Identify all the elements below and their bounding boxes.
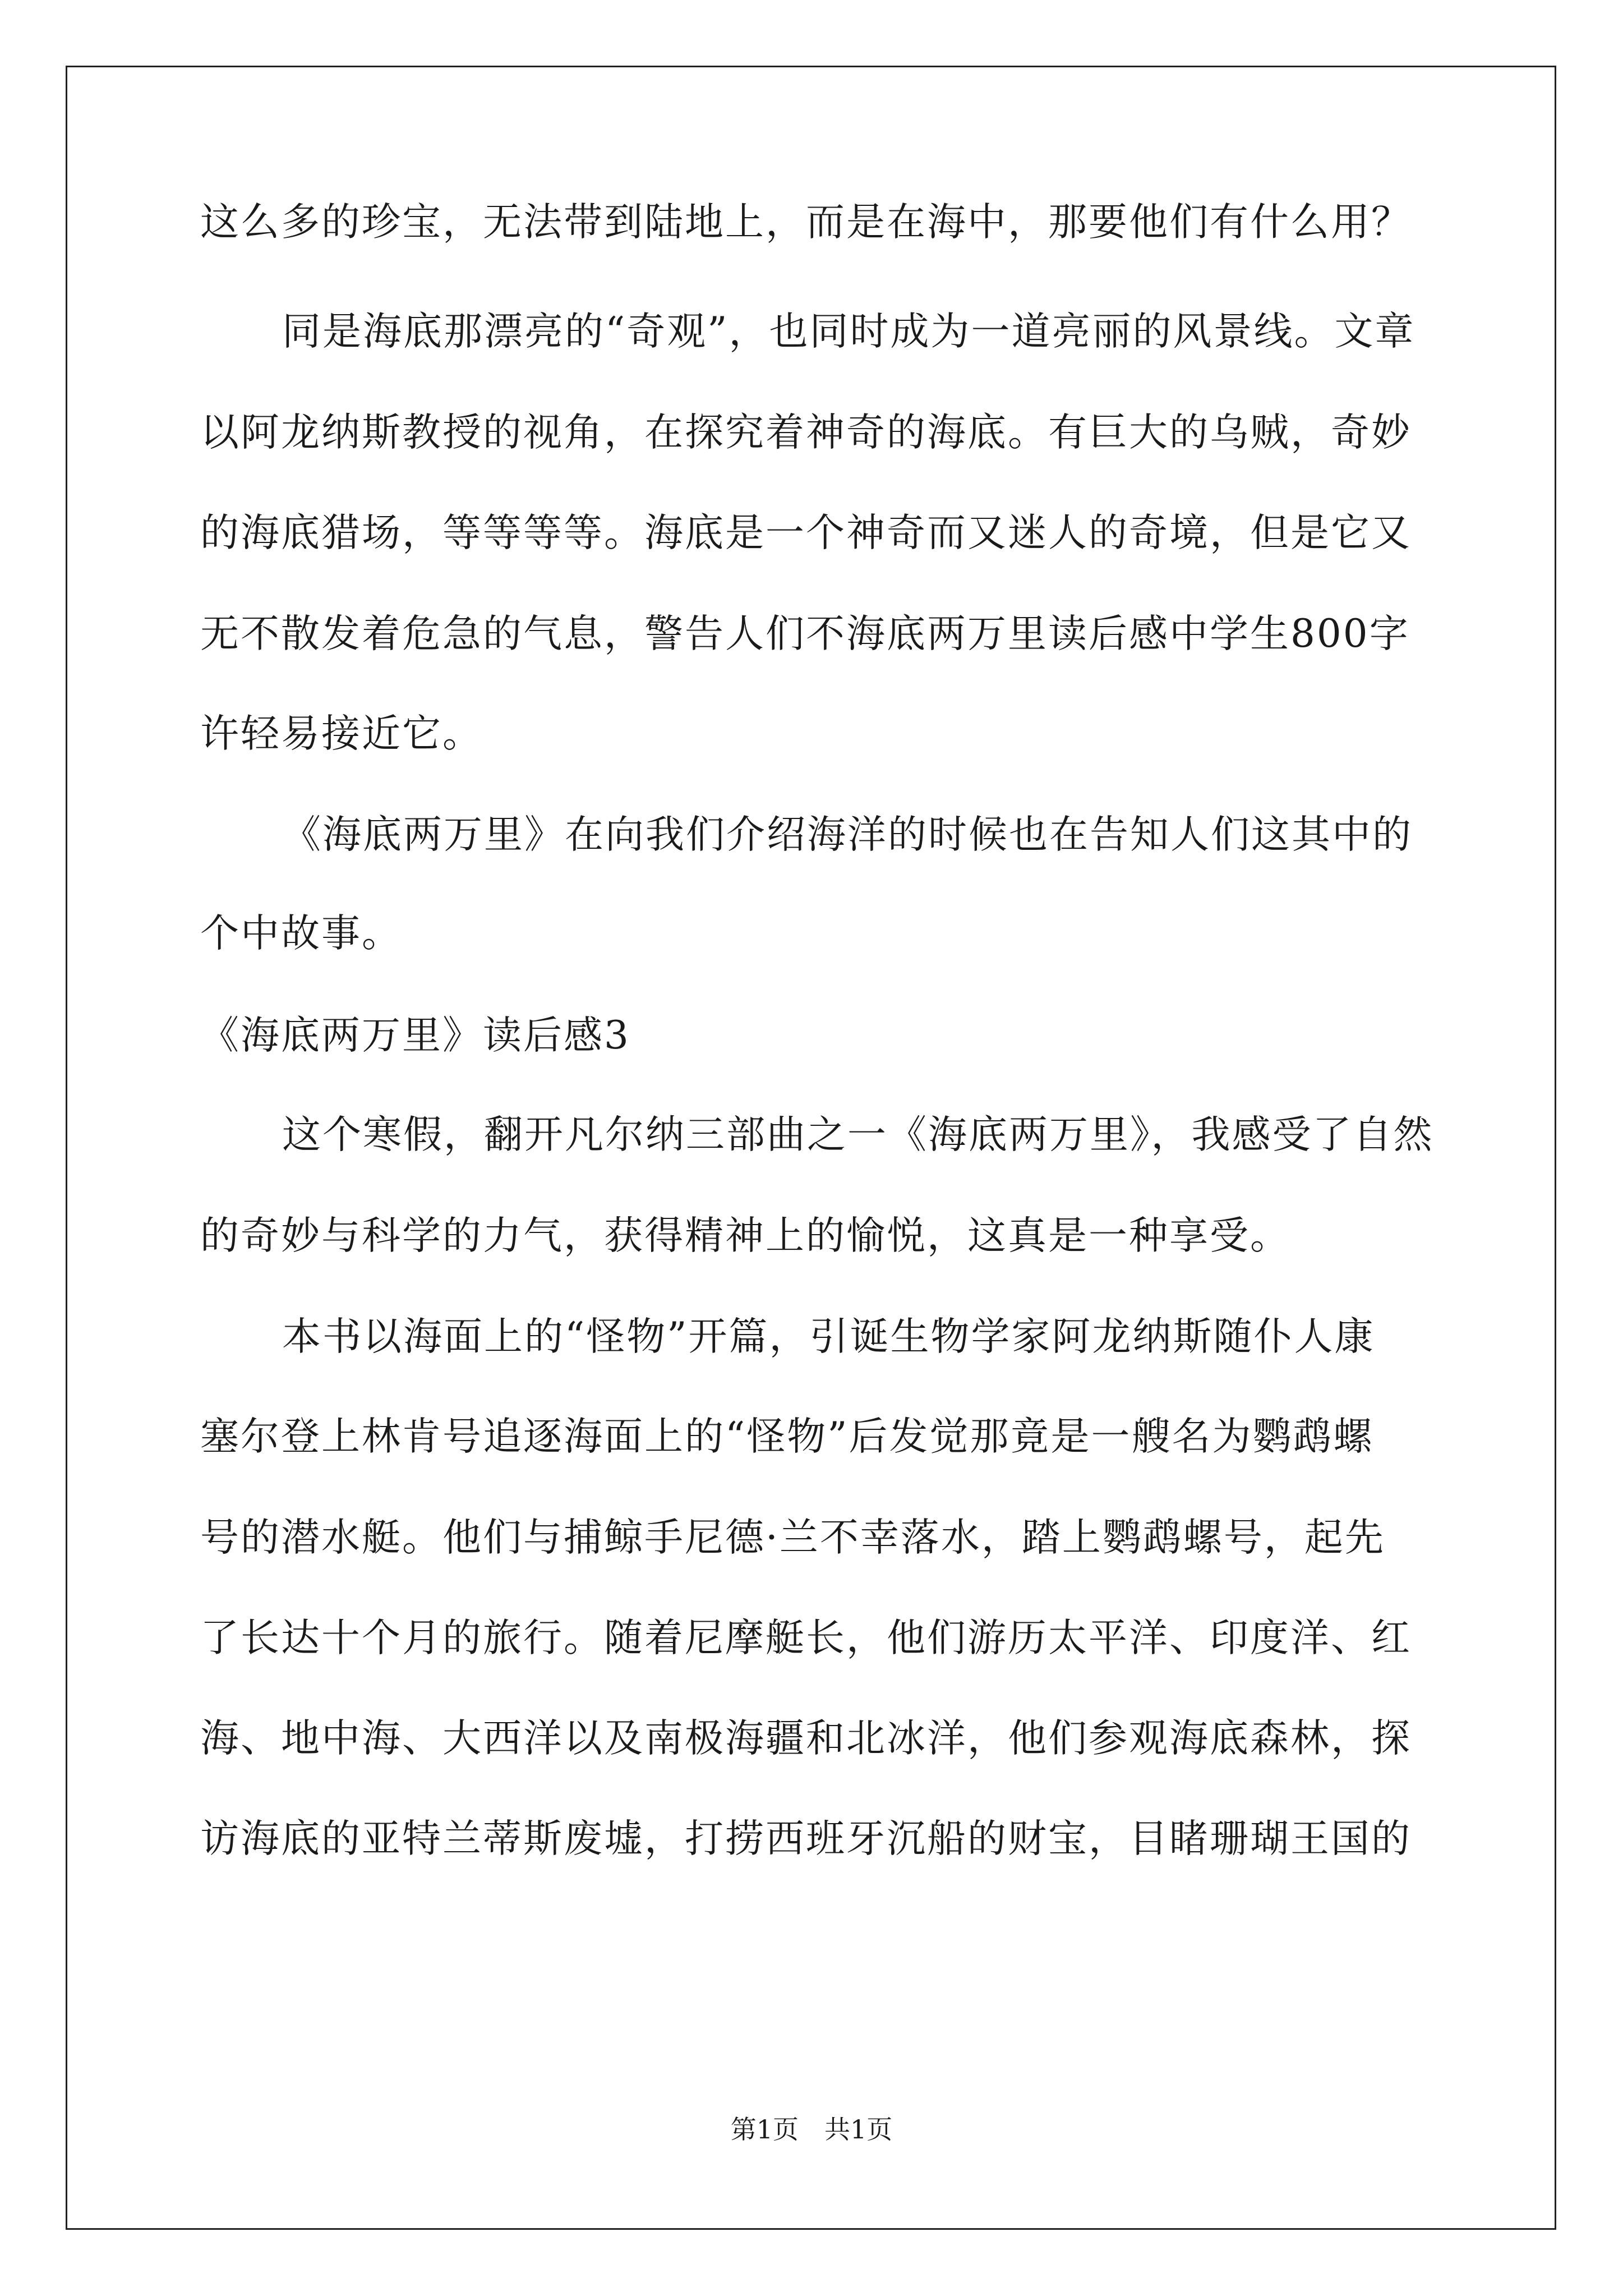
text-line: 无不散发着危急的气息，警告人们不海底两万里读后感中学生800字 [200,611,1410,656]
text-line: 访海底的亚特兰蒂斯废墟，打捞西班牙沉船的财宝，目睹珊瑚王国的 [200,1816,1412,1861]
text-line: 以阿龙纳斯教授的视角，在探究着神奇的海底。有巨大的乌贼，奇妙 [200,410,1412,455]
text-line: 的奇妙与科学的力气，获得精神上的愉悦，这真是一种享受。 [200,1213,1290,1258]
page-footer: 第1页 共1页 [730,2114,893,2145]
text-line: 许轻易接近它。 [200,711,483,756]
text-line: 这么多的珍宝，无法带到陆地上，而是在海中，那要他们有什么用？ [200,200,1412,245]
text-line: 塞尔登上林肯号追逐海面上的“怪物”后发觉那竟是一艘名为鹦鹉螺 [200,1414,1374,1459]
text-line: 的海底猎场，等等等等。海底是一个神奇而又迷人的奇境，但是它又 [200,510,1412,555]
text-line: 海、地中海、大西洋以及南极海疆和北冰洋，他们参观海底森林，探 [200,1716,1412,1761]
text-line: 个中故事。 [200,911,402,956]
text-line: 了长达十个月的旅行。随着尼摩艇长，他们游历太平洋、印度洋、红 [200,1616,1412,1660]
paragraph-line: 同是海底那漂亮的“奇观”，也同时成为一道亮丽的风景线。文章 [282,309,1415,354]
paragraph-line: 这个寒假，翻开凡尔纳三部曲之一《海底两万里》，我感受了自然 [282,1112,1434,1157]
paragraph-line: 本书以海面上的“怪物”开篇，引诞生物学家阿龙纳斯随仆人康 [282,1314,1375,1359]
paragraph-line: 《海底两万里》在向我们介绍海洋的时候也在告知人们这其中的 [282,812,1413,857]
text-line: 号的潜水艇。他们与捕鲸手尼德·兰不幸落水，踏上鹦鹉螺号，起先 [200,1515,1385,1560]
section-heading: 《海底两万里》读后感3 [200,1013,630,1058]
